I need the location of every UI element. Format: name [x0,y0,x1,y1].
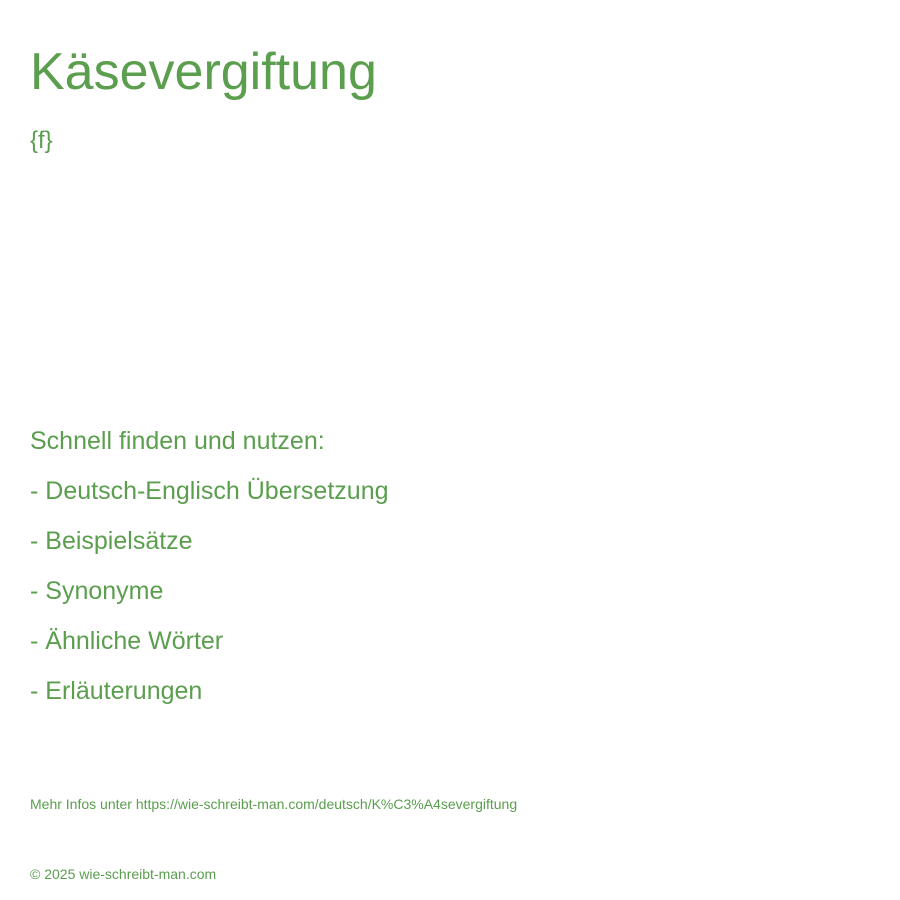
gender-label: {f} [30,127,53,154]
feature-item-explanations: - Erläuterungen [30,677,203,705]
copyright-text: © 2025 wie-schreibt-man.com [30,866,217,882]
feature-item-example-sentences: - Beispielsätze [30,527,193,555]
more-info-prefix: Mehr Infos unter [30,796,136,812]
features-heading: Schnell finden und nutzen: [30,427,325,455]
feature-item-translation: - Deutsch-Englisch Übersetzung [30,477,389,505]
page-title: Käsevergiftung [30,43,377,101]
feature-item-synonyms: - Synonyme [30,577,164,605]
features-list [30,475,389,725]
feature-item-similar-words: - Ähnliche Wörter [30,627,224,655]
features-section [30,425,389,725]
more-info-line [30,795,517,813]
more-info-link[interactable]: https://wie-schreibt-man.com/deutsch/K%C3%A4severgiftung [135,796,518,812]
